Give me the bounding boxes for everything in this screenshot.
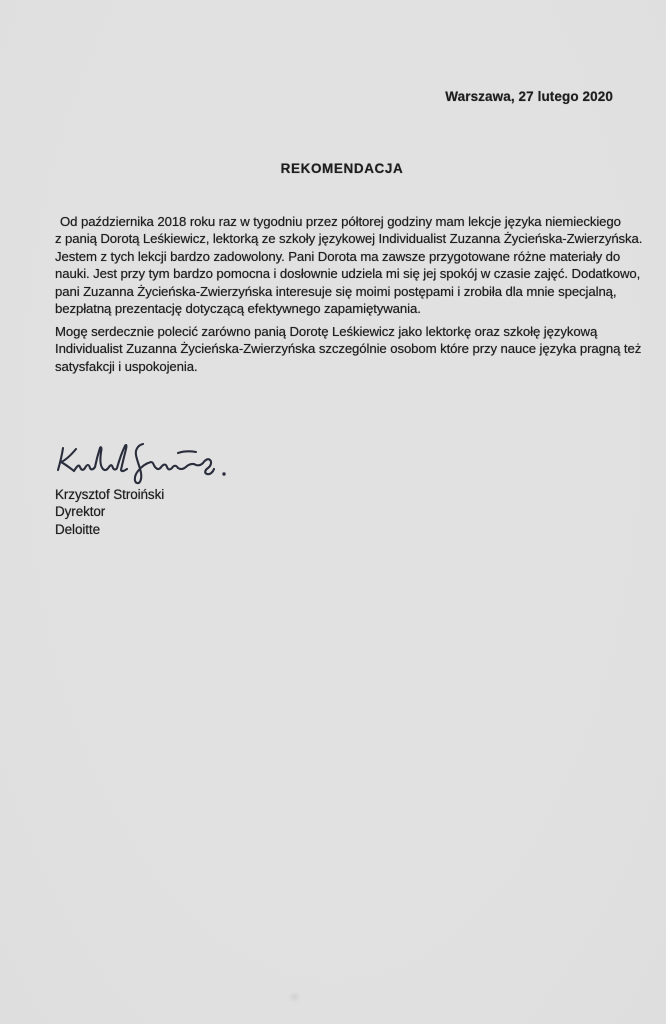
paragraph-2-line: Individualist Zuzanna Życieńska-Zwierzyńska szczególnie osobom które przy nauce języka pragną też <box>55 341 642 357</box>
signer-company: Deloitte <box>55 521 100 537</box>
paragraph-2-line: Mogę serdecznie polecić zarówno panią Dorotę Leśkiewicz jako lektorkę oraz szkołę językową <box>55 324 598 339</box>
paragraph-1 <box>55 213 642 317</box>
paragraph-1-line: Jestem z tych lekcji bardzo zadowolony. Pani Dorota ma zawsze przygotowane różne materiały do <box>55 248 621 264</box>
paragraph-1-line: bezpłatną prezentację dotyczącą efektywnego zapamiętywania. <box>55 301 421 317</box>
letter-title: REKOMENDACJA <box>280 161 404 176</box>
signer-role: Dyrektor <box>55 504 106 520</box>
signer-name: Krzysztof Stroiński <box>55 487 165 502</box>
signature-block <box>55 486 164 538</box>
date-line: Warszawa, 27 lutego 2020 <box>445 89 613 104</box>
paragraph-1-line: Od października 2018 roku raz w tygodniu przez półtorej godziny mam lekcje języka niemieckiego <box>60 214 621 229</box>
paragraph-1-line: pani Zuzanna Życieńska-Zwierzyńska interesuje się moimi postępami i zrobiła dla mnie specjalną, <box>55 283 617 299</box>
paragraph-2-line: satysfakcji i uspokojenia. <box>55 358 198 374</box>
paragraph-2 <box>55 323 641 375</box>
paragraph-1-line: nauki. Jest przy tym bardzo pomocna i dosłownie udziela mi się jej spokój w czasie zajęć. Dodatkowo, <box>55 266 641 282</box>
scan-smudge <box>290 994 299 1000</box>
paragraph-1-line: z panią Dorotą Leśkiewicz, lektorką ze szkoły językowej Individualist Zuzanna Życieńska-Zwierzyńska. <box>55 231 643 247</box>
signature-icon <box>50 440 235 488</box>
